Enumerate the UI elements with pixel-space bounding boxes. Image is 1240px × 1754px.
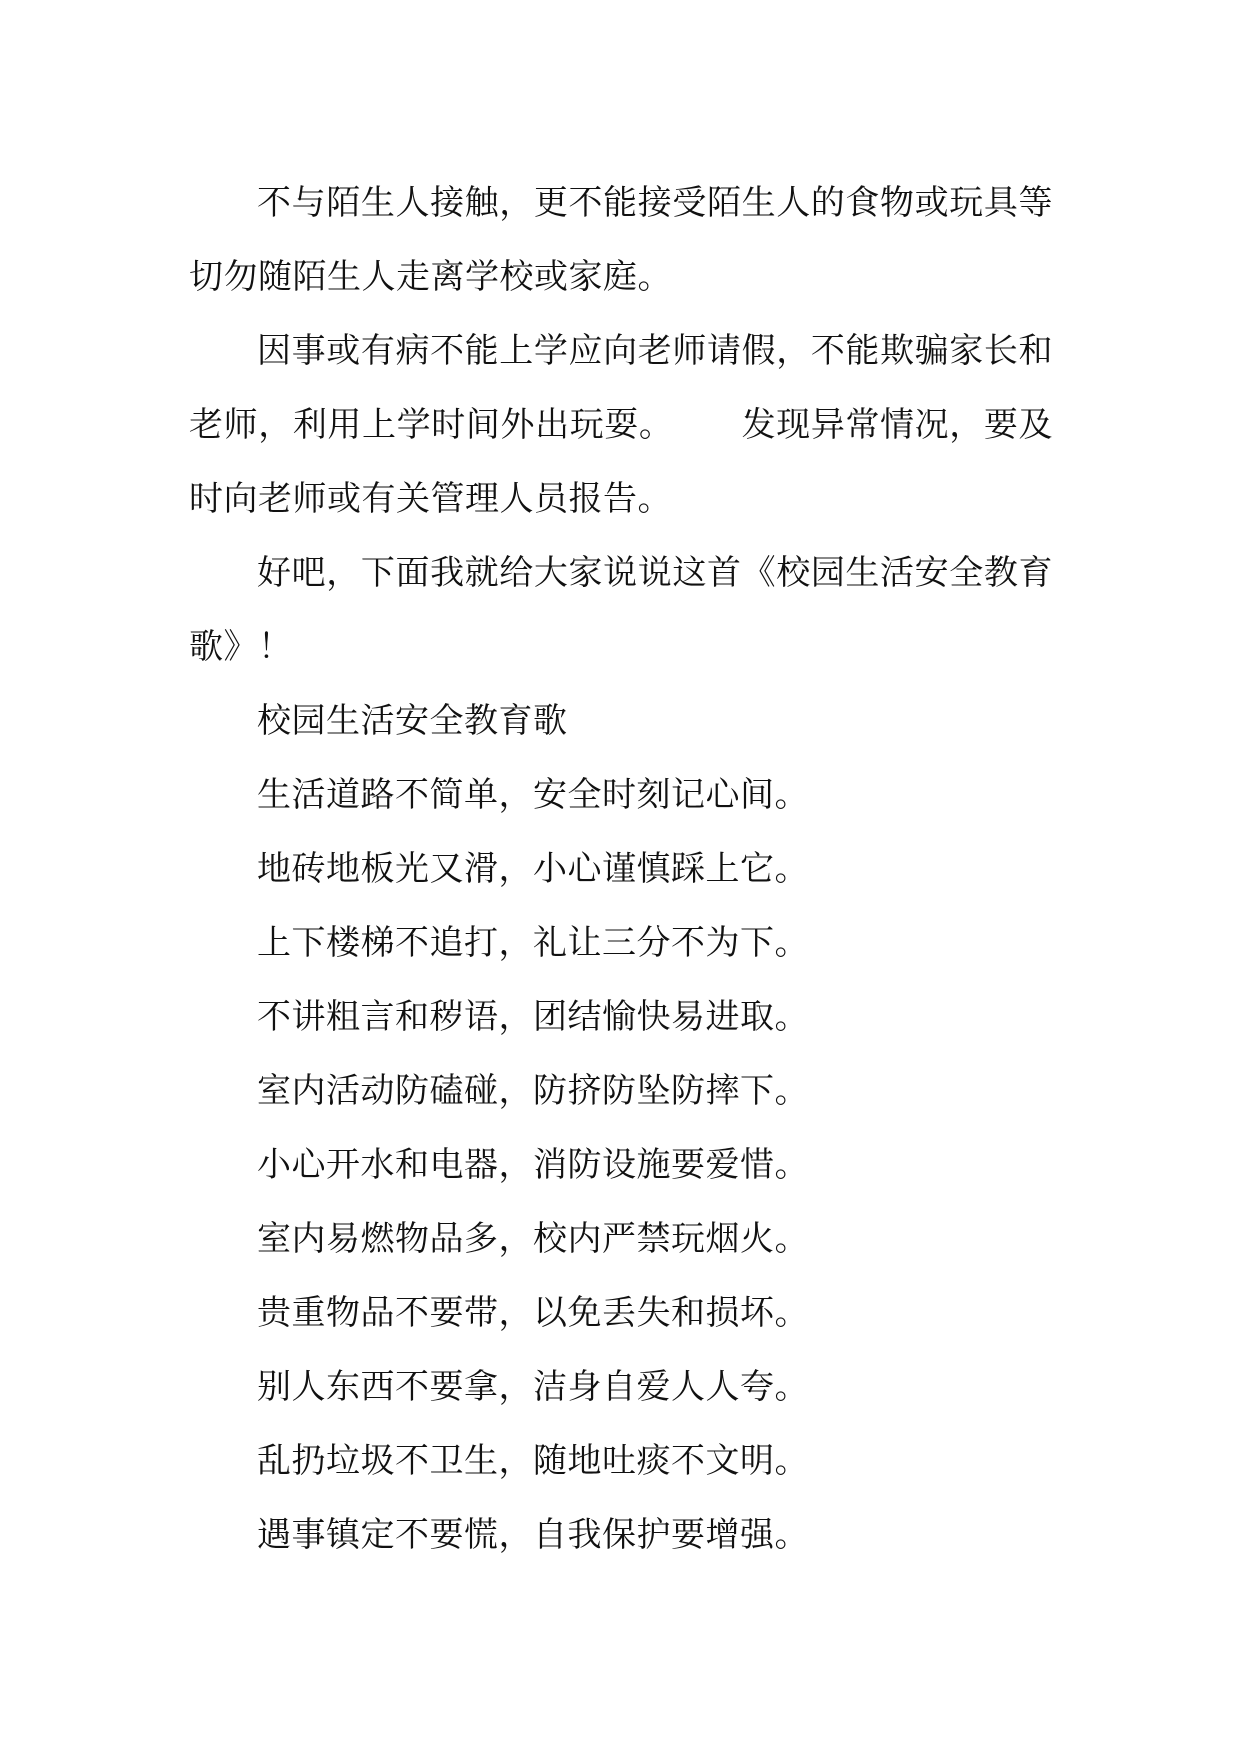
paragraph-leave-request [189, 314, 1053, 536]
document-body [189, 166, 1053, 1572]
song-line: 遇事镇定不要慌，自我保护要增强。 [257, 1515, 809, 1555]
paragraph-stranger-safety [189, 166, 1053, 314]
song-line: 小心开水和电器，消防设施要爱惜。 [257, 1145, 809, 1185]
song-line: 贵重物品不要带，以免丢失和损坏。 [257, 1293, 809, 1333]
song-line: 室内易燃物品多，校内严禁玩烟火。 [257, 1219, 809, 1259]
song-line: 室内活动防磕碰，防挤防坠防摔下。 [257, 1071, 809, 1111]
paragraph-text: 发现异常情况，要及时向老师或有关管理人员报告。 [189, 405, 1054, 519]
song-title: 校园生活安全教育歌 [257, 701, 568, 741]
song-line: 乱扔垃圾不卫生，随地吐痰不文明。 [257, 1441, 809, 1481]
song-line: 别人东西不要拿，洁身自爱人人夸。 [257, 1367, 809, 1407]
paragraph-text: 好吧，下面我就给大家说说这首《校园生活安全教育歌》！ [189, 553, 1053, 667]
paragraph-song-intro [189, 536, 1053, 684]
song-line: 生活道路不简单，安全时刻记心间。 [257, 775, 809, 815]
song-line: 上下楼梯不追打，礼让三分不为下。 [257, 923, 809, 963]
paragraph-text: 因事或有病不能上学应向老师请假，不能欺骗家长和老师，利用上学时间外出玩耍。 [189, 331, 1053, 445]
song-line: 地砖地板光又滑，小心谨慎踩上它。 [257, 849, 809, 889]
paragraph-text: 不与陌生人接触，更不能接受陌生人的食物或玩具等切勿随陌生人走离学校或家庭。 [189, 183, 1053, 297]
song-line: 不讲粗言和秽语，团结愉快易进取。 [257, 997, 809, 1037]
